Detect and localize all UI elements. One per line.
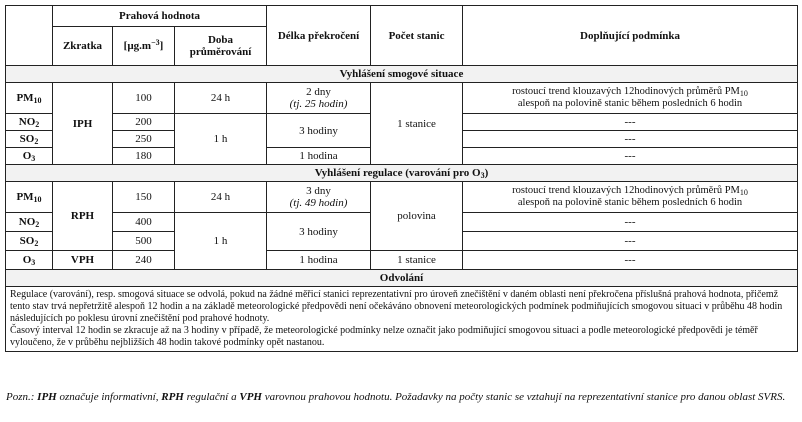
stations-cell: polovina bbox=[371, 182, 463, 251]
pollutant-pm10: $PM_{10}$ bbox=[6, 83, 53, 114]
section-regulation-title: Vyhlášení regulace (varování pro $O_3$) bbox=[6, 165, 798, 182]
pollutant-pm10: $PM_{10}$ bbox=[6, 182, 53, 213]
duration-cell: 3 hodiny bbox=[267, 213, 371, 251]
abbrev-rph: RPH bbox=[53, 182, 113, 251]
condition-cell: rostoucí trend klouzavých 12hodinových průměrů $PM_{10}$ alespoň na polovině stanic během posledních 6 hodin bbox=[463, 182, 798, 213]
table-row bbox=[6, 182, 798, 213]
avg-cell: 1 h bbox=[175, 213, 267, 270]
pollutant-so2: $SO_2$ bbox=[6, 131, 53, 148]
footnote: Pozn.: IPH označuje informativní, RPH regulační a VPH varovnou prahovou hodnotu. Požadavky na počty stanic se vztahují na reprezentativní stanice pro danou oblast SVRS. bbox=[6, 391, 786, 403]
value-cell: 150 bbox=[113, 182, 175, 213]
value-cell: 180 bbox=[113, 148, 175, 165]
thresholds-table-wrapper bbox=[5, 5, 797, 352]
condition-cell: --- bbox=[463, 131, 798, 148]
duration-cell: 1 hodina bbox=[267, 251, 371, 270]
header-empty-cell bbox=[6, 6, 53, 66]
value-cell: 100 bbox=[113, 83, 175, 114]
stations-cell: 1 stanice bbox=[371, 83, 463, 165]
table-row bbox=[6, 83, 798, 114]
condition-cell: --- bbox=[463, 148, 798, 165]
avg-cell: 1 h bbox=[175, 114, 267, 165]
header-threshold: Prahová hodnota bbox=[53, 6, 267, 27]
abbrev-vph: VPH bbox=[53, 251, 113, 270]
revocation-text bbox=[6, 287, 798, 352]
abbrev-iph: IPH bbox=[53, 83, 113, 165]
revocation-paragraph: Regulace (varování), resp. smogová situace se odvolá, pokud na žádné měřicí stanici reprezentativní pro úroveň znečištění v daném oblasti není překročena příslušná prahová hodnota, přičemž tento stav trvá nepřetržitě alespoň 12 hodin a na základě meteorologické předpovědi není očekáváno obnovení meteorologických podmínek podmiňujících smogovou situaci v průběhu 48 hodin následujících po poklesu úrovní znečištění pod prahové hodnoty. bbox=[10, 289, 783, 324]
header-unit: $[\mu g.m^{-3}]$ bbox=[113, 27, 175, 66]
header-abbrev: Zkratka bbox=[53, 27, 113, 66]
value-cell: 400 bbox=[113, 213, 175, 232]
condition-cell: --- bbox=[463, 213, 798, 232]
thresholds-table bbox=[5, 5, 798, 352]
section-revocation-title: Odvolání bbox=[6, 270, 798, 287]
header-duration: Délka překročení bbox=[267, 6, 371, 66]
condition-cell: rostoucí trend klouzavých 12hodinových průměrů $PM_{10}$ alespoň na polovině stanic během posledních 6 hodin bbox=[463, 83, 798, 114]
pollutant-no2: $NO_2$ bbox=[6, 114, 53, 131]
table-row bbox=[6, 251, 798, 270]
value-cell: 250 bbox=[113, 131, 175, 148]
section-smog-title: Vyhlášení smogové situace bbox=[6, 66, 798, 83]
condition-cell: --- bbox=[463, 251, 798, 270]
duration-cell: 3 dny (tj. 49 hodin) bbox=[267, 182, 371, 213]
pollutant-no2: $NO_2$ bbox=[6, 213, 53, 232]
avg-cell: 24 h bbox=[175, 182, 267, 213]
header-stations: Počet stanic bbox=[371, 6, 463, 66]
duration-cell: 3 hodiny bbox=[267, 114, 371, 148]
condition-cell: --- bbox=[463, 232, 798, 251]
condition-cell: --- bbox=[463, 114, 798, 131]
revocation-paragraph: Časový interval 12 hodin se zkracuje až na 3 hodiny v případě, že meteorologické podmínky nelze označit jako podmiňující smogovou situaci a podle meteorologické předpovědi je téměř vyloučeno, že v průběhu nejbližších 48 hodin takové podmínky opět nastanou. bbox=[10, 325, 758, 348]
duration-cell: 1 hodina bbox=[267, 148, 371, 165]
value-cell: 500 bbox=[113, 232, 175, 251]
value-cell: 200 bbox=[113, 114, 175, 131]
value-cell: 240 bbox=[113, 251, 175, 270]
avg-cell: 24 h bbox=[175, 83, 267, 114]
pollutant-o3: $O_3$ bbox=[6, 251, 53, 270]
header-avg-period: Doba průměrování bbox=[175, 27, 267, 66]
duration-cell: 2 dny (tj. 25 hodin) bbox=[267, 83, 371, 114]
pollutant-o3: $O_3$ bbox=[6, 148, 53, 165]
header-condition: Doplňující podmínka bbox=[463, 6, 798, 66]
pollutant-so2: $SO_2$ bbox=[6, 232, 53, 251]
stations-cell: 1 stanice bbox=[371, 251, 463, 270]
